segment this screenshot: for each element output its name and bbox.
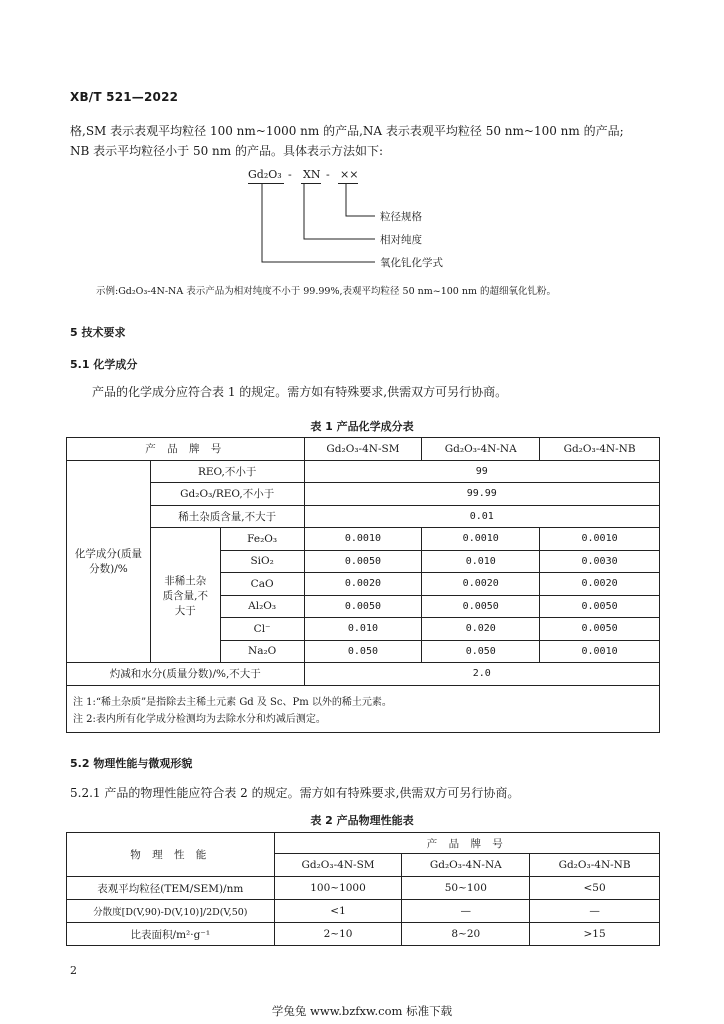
cell-value: 0.0010 — [304, 528, 422, 551]
table-header-row — [67, 438, 660, 461]
section-5-heading: 5 技术要求 — [70, 326, 126, 339]
cell-value: 50~100 — [402, 877, 530, 900]
standard-number: XB/T 521—2022 — [70, 90, 179, 104]
ratio-value: 99.99 — [304, 483, 659, 506]
cell-value: 0.0030 — [540, 550, 660, 573]
cell-value: <50 — [530, 877, 660, 900]
non-re-impurity-label: 非稀土杂质含量,不大于 — [150, 528, 220, 663]
cell-value: 0.0020 — [540, 573, 660, 596]
physical-properties-table — [66, 832, 660, 946]
formula-size: ×× — [340, 168, 359, 181]
cell-value: 0.0010 — [540, 528, 660, 551]
table-2-caption: 表 2 产品物理性能表 — [310, 814, 414, 827]
cell-value: 0.0010 — [540, 640, 660, 663]
reo-value: 99 — [304, 460, 659, 483]
table-row — [67, 900, 660, 923]
loi-label: 灼减和水分(质量分数)/%,不大于 — [67, 663, 305, 686]
impurity-name: SiO₂ — [220, 550, 304, 573]
formula-separator: - — [326, 168, 330, 181]
formula-purity: XN — [303, 168, 321, 181]
cell-value: 0.0020 — [422, 573, 540, 596]
cell-value: 0.010 — [304, 618, 422, 641]
table-row — [67, 460, 660, 483]
reo-label: REO,不小于 — [150, 460, 304, 483]
table-row — [67, 923, 660, 946]
impurity-name: Al₂O₃ — [220, 595, 304, 618]
cell-value: 0.050 — [304, 640, 422, 663]
cell-value: <1 — [274, 900, 402, 923]
col-header-nb: Gd₂O₃-4N-NB — [530, 854, 660, 877]
composition-group-label: 化学成分(质量分数)/% — [67, 460, 151, 663]
re-impurity-value: 0.01 — [304, 505, 659, 528]
brand-header: 产 品 牌 号 — [67, 438, 305, 461]
table-1-caption: 表 1 产品化学成分表 — [310, 420, 414, 433]
intro-line-2: NB 表示平均粒径小于 50 nm 的产品。具体表示方法如下: — [70, 144, 383, 158]
cell-value: 0.010 — [422, 550, 540, 573]
col-header-sm: Gd₂O₃-4N-SM — [304, 438, 422, 461]
chemical-composition-table — [66, 437, 660, 733]
formula-chemical: Gd₂O₃ — [248, 168, 282, 181]
cell-value: 0.050 — [422, 640, 540, 663]
formula-separator: - — [288, 168, 292, 181]
section-5-1-heading: 5.1 化学成分 — [70, 358, 138, 371]
ratio-label: Gd₂O₃/REO,不小于 — [150, 483, 304, 506]
cell-value: 100~1000 — [274, 877, 402, 900]
section-5-1-text: 产品的化学成分应符合表 1 的规定。需方如有特殊要求,供需双方可另行协商。 — [92, 385, 508, 399]
re-impurity-label: 稀土杂质含量,不大于 — [150, 505, 304, 528]
cell-value: 0.0010 — [422, 528, 540, 551]
section-5-2-1-text: 5.2.1 产品的物理性能应符合表 2 的规定。需方如有特殊要求,供需双方可另行协商。 — [70, 786, 520, 800]
cell-value: 0.0050 — [422, 595, 540, 618]
impurity-name: Fe₂O₃ — [220, 528, 304, 551]
property-name: 比表面积/m²·g⁻¹ — [67, 923, 275, 946]
col-header-sm: Gd₂O₃-4N-SM — [274, 854, 402, 877]
col-header-na: Gd₂O₃-4N-NA — [402, 854, 530, 877]
table-header-row — [67, 833, 660, 854]
section-5-2-heading: 5.2 物理性能与微观形貌 — [70, 757, 193, 770]
table-note-1: 注 1:“稀土杂质”是指除去主稀土元素 Gd 及 Sc、Pm 以外的稀土元素。 — [67, 685, 660, 709]
label-relative-purity: 相对纯度 — [380, 234, 422, 246]
table-note-2: 注 2:表内所有化学成分检测均为去除水分和灼减后测定。 — [67, 709, 660, 733]
cell-value: 8~20 — [402, 923, 530, 946]
col-header-na: Gd₂O₃-4N-NA — [422, 438, 540, 461]
property-header: 物 理 性 能 — [67, 833, 275, 877]
cell-value: 2~10 — [274, 923, 402, 946]
loi-value: 2.0 — [304, 663, 659, 686]
label-size-spec: 粒径规格 — [380, 211, 422, 223]
page-number: 2 — [70, 964, 77, 977]
impurity-name: Na₂O — [220, 640, 304, 663]
notation-connector-lines — [240, 180, 390, 270]
label-chemical-formula: 氧化钆化学式 — [380, 257, 443, 269]
cell-value: — — [530, 900, 660, 923]
intro-line-1: 格,SM 表示表观平均粒径 100 nm~1000 nm 的产品,NA 表示表观平均粒径 50 nm~100 nm 的产品; — [70, 124, 624, 138]
cell-value: 0.0050 — [540, 618, 660, 641]
table-note-row — [67, 685, 660, 709]
example-note: 示例:Gd₂O₃-4N-NA 表示产品为相对纯度不小于 99.99%,表观平均粒径 50 nm~100 nm 的超细氧化钆粉。 — [96, 286, 557, 297]
brand-header: 产 品 牌 号 — [274, 833, 659, 854]
table-row — [67, 528, 660, 551]
cell-value: — — [402, 900, 530, 923]
cell-value: 0.0050 — [304, 595, 422, 618]
table-note-row — [67, 709, 660, 733]
table-row — [67, 505, 660, 528]
cell-value: 0.020 — [422, 618, 540, 641]
footer-watermark: 学兔兔 www.bzfxw.com 标准下载 — [271, 1004, 453, 1018]
table-row — [67, 877, 660, 900]
cell-value: 0.0050 — [304, 550, 422, 573]
property-name: 分散度[D(V,90)-D(V,10)]/2D(V,50) — [67, 900, 275, 923]
cell-value: >15 — [530, 923, 660, 946]
table-row — [67, 663, 660, 686]
impurity-name: CaO — [220, 573, 304, 596]
cell-value: 0.0050 — [540, 595, 660, 618]
col-header-nb: Gd₂O₃-4N-NB — [540, 438, 660, 461]
impurity-name: Cl⁻ — [220, 618, 304, 641]
cell-value: 0.0020 — [304, 573, 422, 596]
property-name: 表观平均粒径(TEM/SEM)/nm — [67, 877, 275, 900]
table-row — [67, 483, 660, 506]
